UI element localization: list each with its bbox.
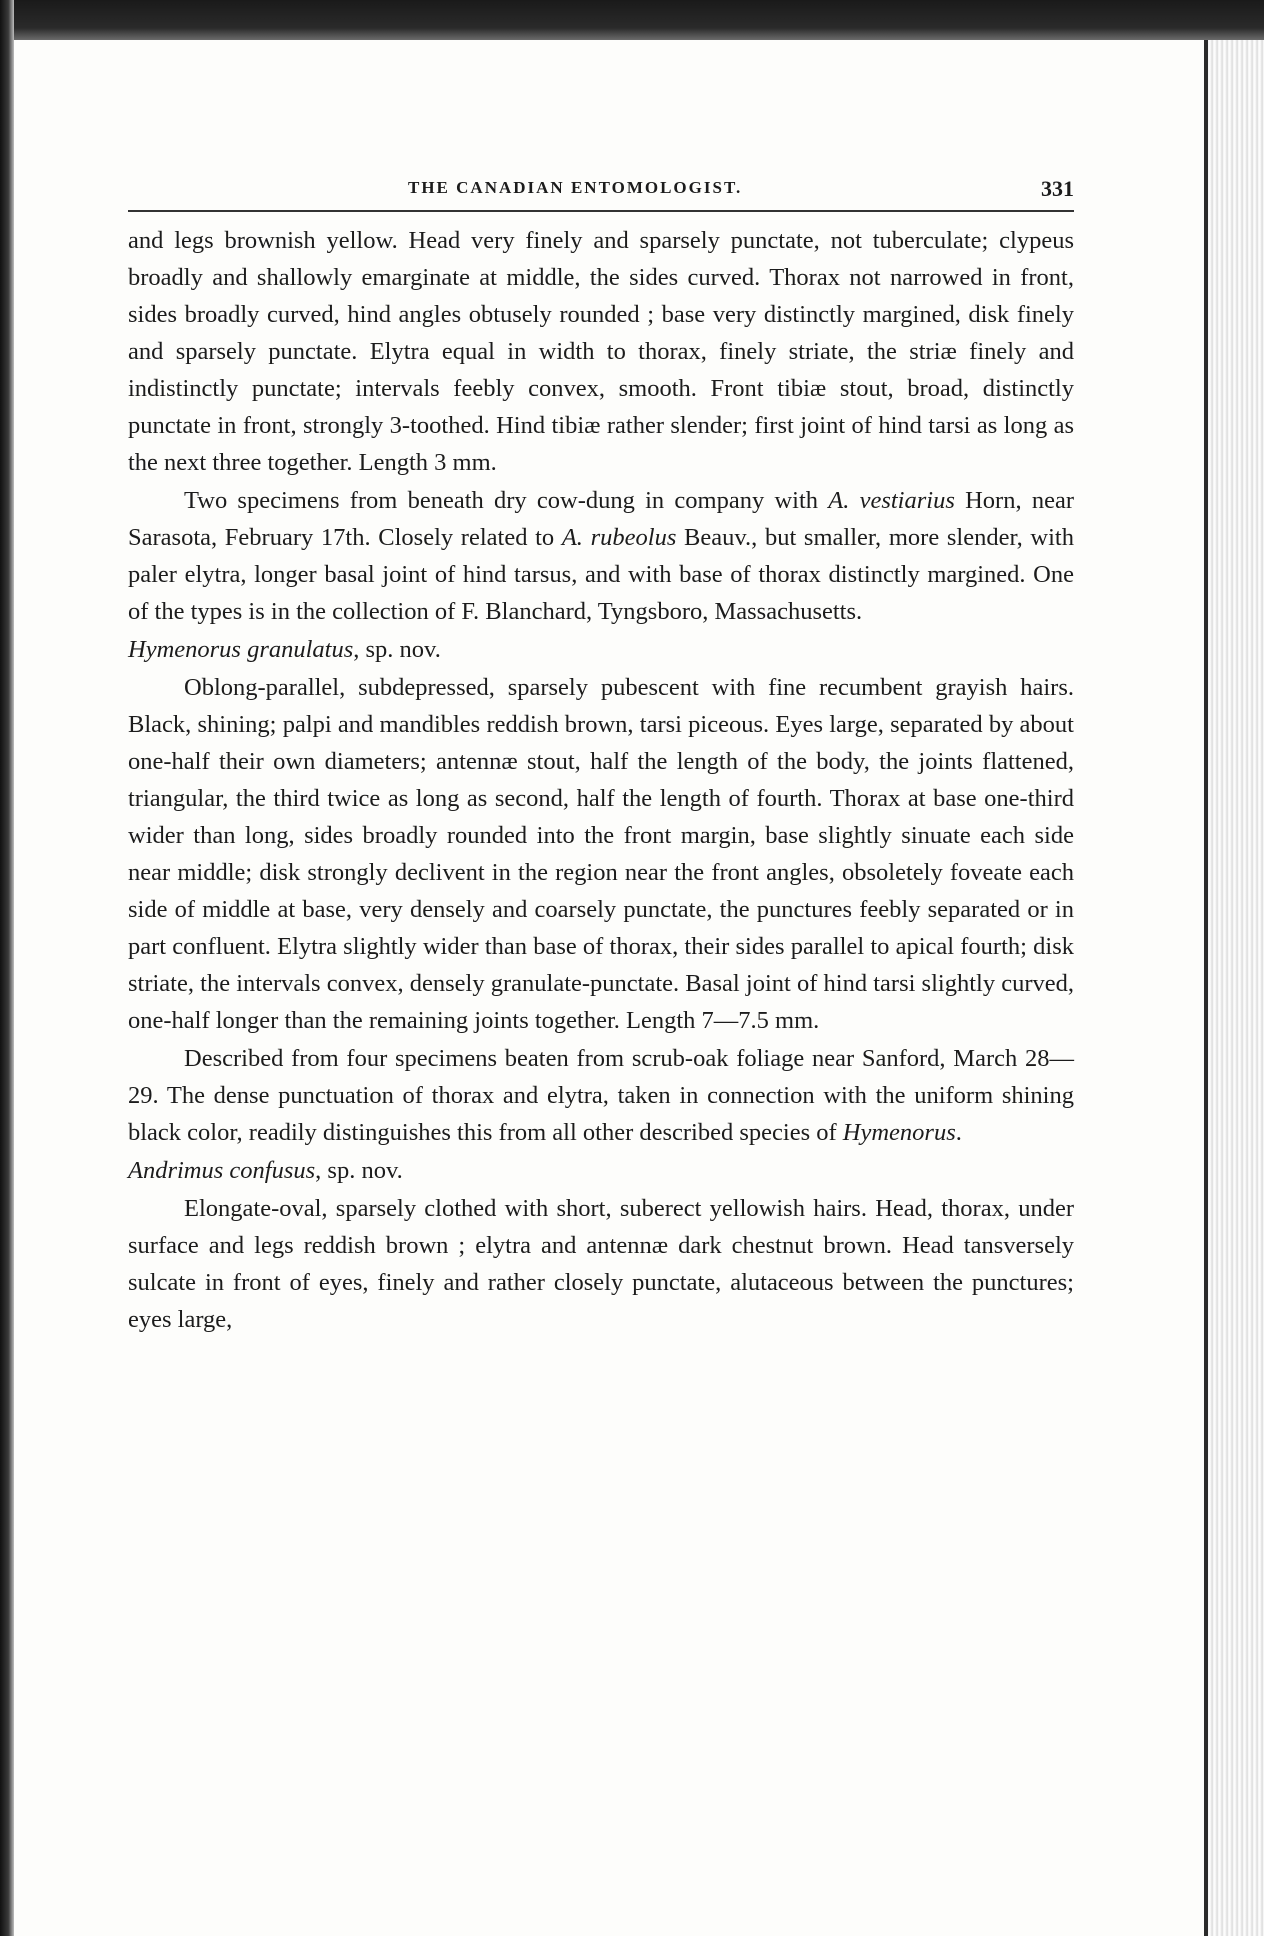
article-body — [128, 222, 1074, 1338]
paragraph-hymenorus-description: Oblong-parallel, subdepressed, sparsely pubescent with fine recumbent grayish hairs. Black, shining; palpi and mandibles reddish brown, tarsi piceous. Eyes large, separated by about one-half their own diameters; antennæ stout, half the length of the body, the joints flattened, triangular, the third twice as long as second, half the length of fourth. Thorax at base one-third wider than long, sides broadly rounded into the front margin, base slightly sinuate each side near middle; disk strongly declivent in the region near the front angles, obsoletely foveate each side of middle at base, very densely and coarsely punctate, the punctures feebly separated or in part confluent. Elytra slightly wider than base of thorax, their sides parallel to apical fourth; disk striate, the intervals convex, densely granulate-punctate. Basal joint of hind tarsi slightly curved, one-half longer than the remaining joints together. Length 7—7.5 mm. — [128, 674, 1074, 1034]
text-run: . — [955, 1119, 962, 1146]
paragraph-andrimus-description: Elongate-oval, sparsely clothed with short, suberect yellowish hairs. Head, thorax, under surface and legs reddish brown ; elytra and antennæ dark chestnut brown. Head tansversely sulcate in front of eyes, finely and rather closely punctate, alutaceous between the punctures; eyes large, — [128, 1195, 1074, 1333]
species-heading-hymenorus — [128, 631, 1074, 668]
scan-left-edge — [0, 0, 14, 1936]
scan-top-edge — [0, 0, 1264, 40]
species-name: A. vestiarius — [828, 487, 955, 514]
species-heading-andrimus — [128, 1152, 1074, 1189]
species-heading-suffix: , sp. nov. — [353, 636, 441, 663]
text-run: Beauv., but smaller, more slender, with paler elytra, longer basal joint of hind tarsus, and with base of thorax distinctly margined. One of the types is in the collection of F. Blanchard, Tyngsboro, Massachusetts. — [128, 524, 1074, 625]
genus-name: Hymenorus — [842, 1119, 956, 1146]
book-page-edges — [1204, 40, 1264, 1936]
running-head — [128, 170, 1074, 212]
text-run: Described from four specimens beaten from scrub-oak foliage near Sanford, March 28—29. The dense punctuation of thorax and elytra, taken in connection with the uniform shining black color, readily distinguishes this from all other described species of — [128, 1045, 1074, 1146]
paragraph-description-end: and legs brownish yellow. Head very finely and sparsely punctate, not tuberculate; clypeus broadly and shallowly emarginate at middle, the sides curved. Thorax not narrowed in front, sides broadly curved, hind angles obtusely rounded ; base very distinctly margined, disk finely and sparsely punctate. Elytra equal in width to thorax, finely striate, the striæ finely and indistinctly punctate; intervals feebly convex, smooth. Front tibiæ stout, broad, distinctly punctate in front, strongly 3-toothed. Hind tibiæ rather slender; first joint of hind tarsi as long as the next three together. Length 3 mm. — [128, 227, 1074, 476]
page-content — [128, 170, 1074, 1339]
page-number: 331 — [1041, 176, 1074, 201]
paragraph-specimens — [128, 482, 1074, 630]
species-heading-name: Andrimus confusus — [128, 1157, 316, 1184]
journal-title: THE CANADIAN ENTOMOLOGIST. — [408, 178, 743, 197]
text-run: Horn, near Sarasota, February 17th. Closely related to — [128, 487, 1074, 551]
species-name: A. rubeolus — [561, 524, 677, 551]
species-heading-name: Hymenorus granulatus — [128, 636, 354, 663]
text-run: Two specimens from beneath dry cow-dung in company with — [184, 487, 829, 514]
species-heading-suffix: , sp. nov. — [315, 1157, 403, 1184]
paragraph-hymenorus-remarks — [128, 1040, 1074, 1151]
